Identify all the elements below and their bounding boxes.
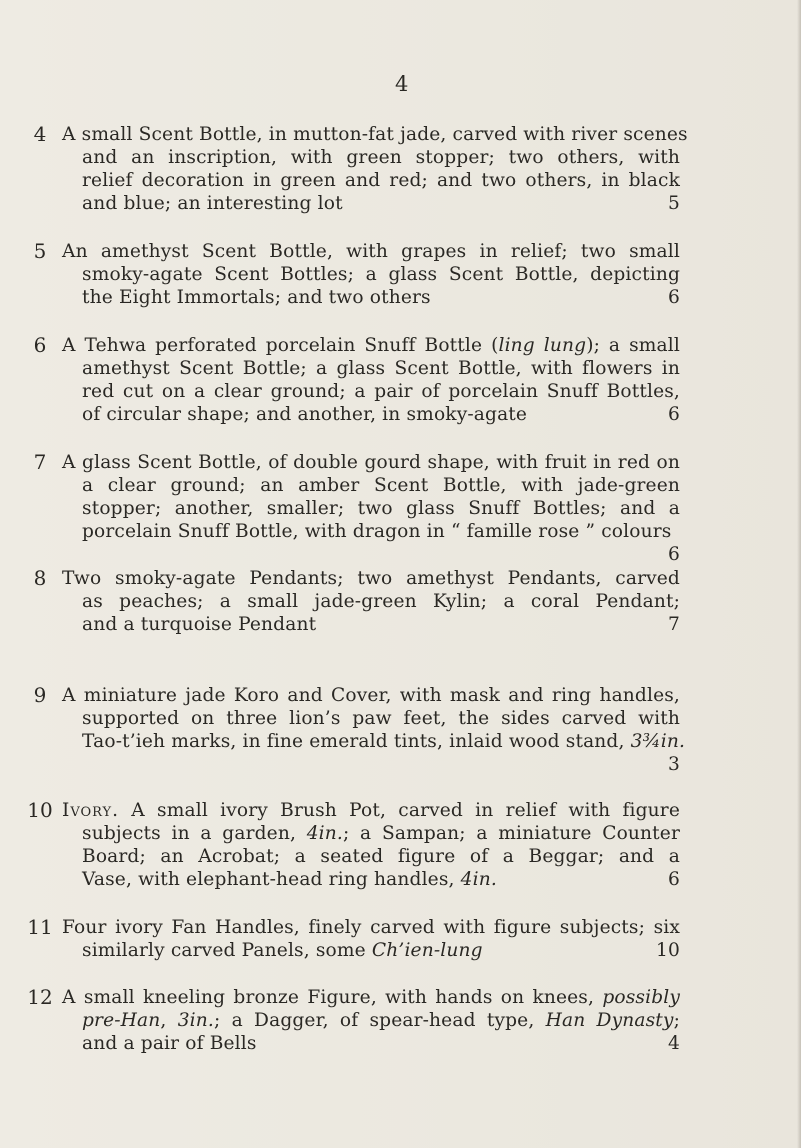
lot-description — [62, 799, 680, 891]
lot-description-line: An amethyst Scent Bottle, with grapes in relief; two small — [62, 241, 680, 262]
lot-number: 8 — [33, 566, 47, 590]
lot-description-line: similarly carved Panels, some Ch’ien-lung 10 — [82, 940, 680, 961]
lot-description — [62, 986, 680, 1055]
lot-number: 11 — [27, 915, 53, 939]
lot-price: 6 — [668, 544, 680, 565]
lot-description-line: and a turquoise Pendant 7 — [82, 614, 680, 635]
lot-description — [62, 123, 688, 215]
lot-description — [62, 567, 680, 636]
lot-description — [62, 916, 680, 962]
lot-description-line: Two smoky-agate Pendants; two amethyst Pendants, carved — [62, 568, 680, 589]
lot-number: 4 — [33, 122, 47, 146]
lot-description-line: Tao-t’ieh marks, in fine emerald tints, inlaid wood stand, 3¾in. — [82, 731, 686, 752]
lot-description-line: stopper; another, smaller; two glass Snuff Bottles; and a — [82, 498, 680, 519]
lot-price: 10 — [656, 940, 680, 961]
lot-description-line: subjects in a garden, 4in.; a Sampan; a miniature Counter — [82, 823, 680, 844]
lot-description-line: porcelain Snuff Bottle, with dragon in “ famille rose ” colours — [82, 521, 672, 542]
lot-price: 7 — [668, 614, 680, 635]
lot-number: 10 — [27, 798, 53, 822]
lot-price: 5 — [668, 193, 680, 214]
lot-description-line: pre-Han, 3in.; a Dagger, of spear-head type, Han Dynasty; — [82, 1010, 680, 1031]
lot-price: 6 — [668, 404, 680, 425]
lot-description — [62, 240, 680, 309]
lot-description — [62, 334, 680, 426]
lot-description-line: of circular shape; and another, in smoky-agate 6 — [82, 404, 680, 425]
lot-description-line: and an inscription, with green stopper; two others, with — [82, 147, 680, 168]
lot-number: 12 — [27, 985, 53, 1009]
lot-description-line: and a pair of Bells 4 — [82, 1033, 680, 1054]
lot-description-line: relief decoration in green and red; and two others, in black — [82, 170, 680, 191]
lot-number: 7 — [33, 450, 47, 474]
lot-description — [62, 451, 680, 566]
lot-description-line: A Tehwa perforated porcelain Snuff Bottle (ling lung); a small — [62, 335, 680, 356]
page-number: 4 — [395, 72, 409, 96]
lot-price: 6 — [668, 869, 680, 890]
lot-description-line: Four ivory Fan Handles, finely carved with figure subjects; six — [62, 917, 680, 938]
lot-description-line: A small kneeling bronze Figure, with hands on knees, possibly — [62, 987, 680, 1008]
lot-price: 3 — [668, 754, 680, 775]
lot-description-line: red cut on a clear ground; a pair of porcelain Snuff Bottles, — [82, 381, 680, 402]
lot-description-line: supported on three lion’s paw feet, the sides carved with — [82, 708, 680, 729]
lot-description-line: A miniature jade Koro and Cover, with mask and ring handles, — [62, 685, 680, 706]
lot-price: 6 — [668, 287, 680, 308]
lot-description-line: Vase, with elephant-head ring handles, 4in. 6 — [82, 869, 680, 890]
lot-description-line: the Eight Immortals; and two others 6 — [82, 287, 680, 308]
lot-price: 4 — [668, 1033, 680, 1054]
lot-description-line: amethyst Scent Bottle; a glass Scent Bottle, with flowers in — [82, 358, 680, 379]
lot-number: 6 — [33, 333, 47, 357]
lot-description-line: as peaches; a small jade-green Kylin; a coral Pendant; — [82, 591, 680, 612]
lot-description-line: and blue; an interesting lot 5 — [82, 193, 680, 214]
page-edge-shadow — [797, 0, 801, 1148]
lot-description-line: Board; an Acrobat; a seated figure of a Beggar; and a — [82, 846, 680, 867]
lot-description-line: A small Scent Bottle, in mutton-fat jade, carved with river scenes — [62, 124, 688, 145]
lot-description — [62, 684, 686, 776]
lot-description-line: smoky-agate Scent Bottles; a glass Scent Bottle, depicting — [82, 264, 680, 285]
lot-number: 9 — [33, 683, 47, 707]
lot-number: 5 — [33, 239, 47, 263]
lot-description-line: A glass Scent Bottle, of double gourd shape, with fruit in red on — [62, 452, 680, 473]
lot-description-line: Ivory. A small ivory Brush Pot, carved in relief with figure — [62, 800, 680, 821]
lot-description-line: a clear ground; an amber Scent Bottle, with jade-green — [82, 475, 680, 496]
